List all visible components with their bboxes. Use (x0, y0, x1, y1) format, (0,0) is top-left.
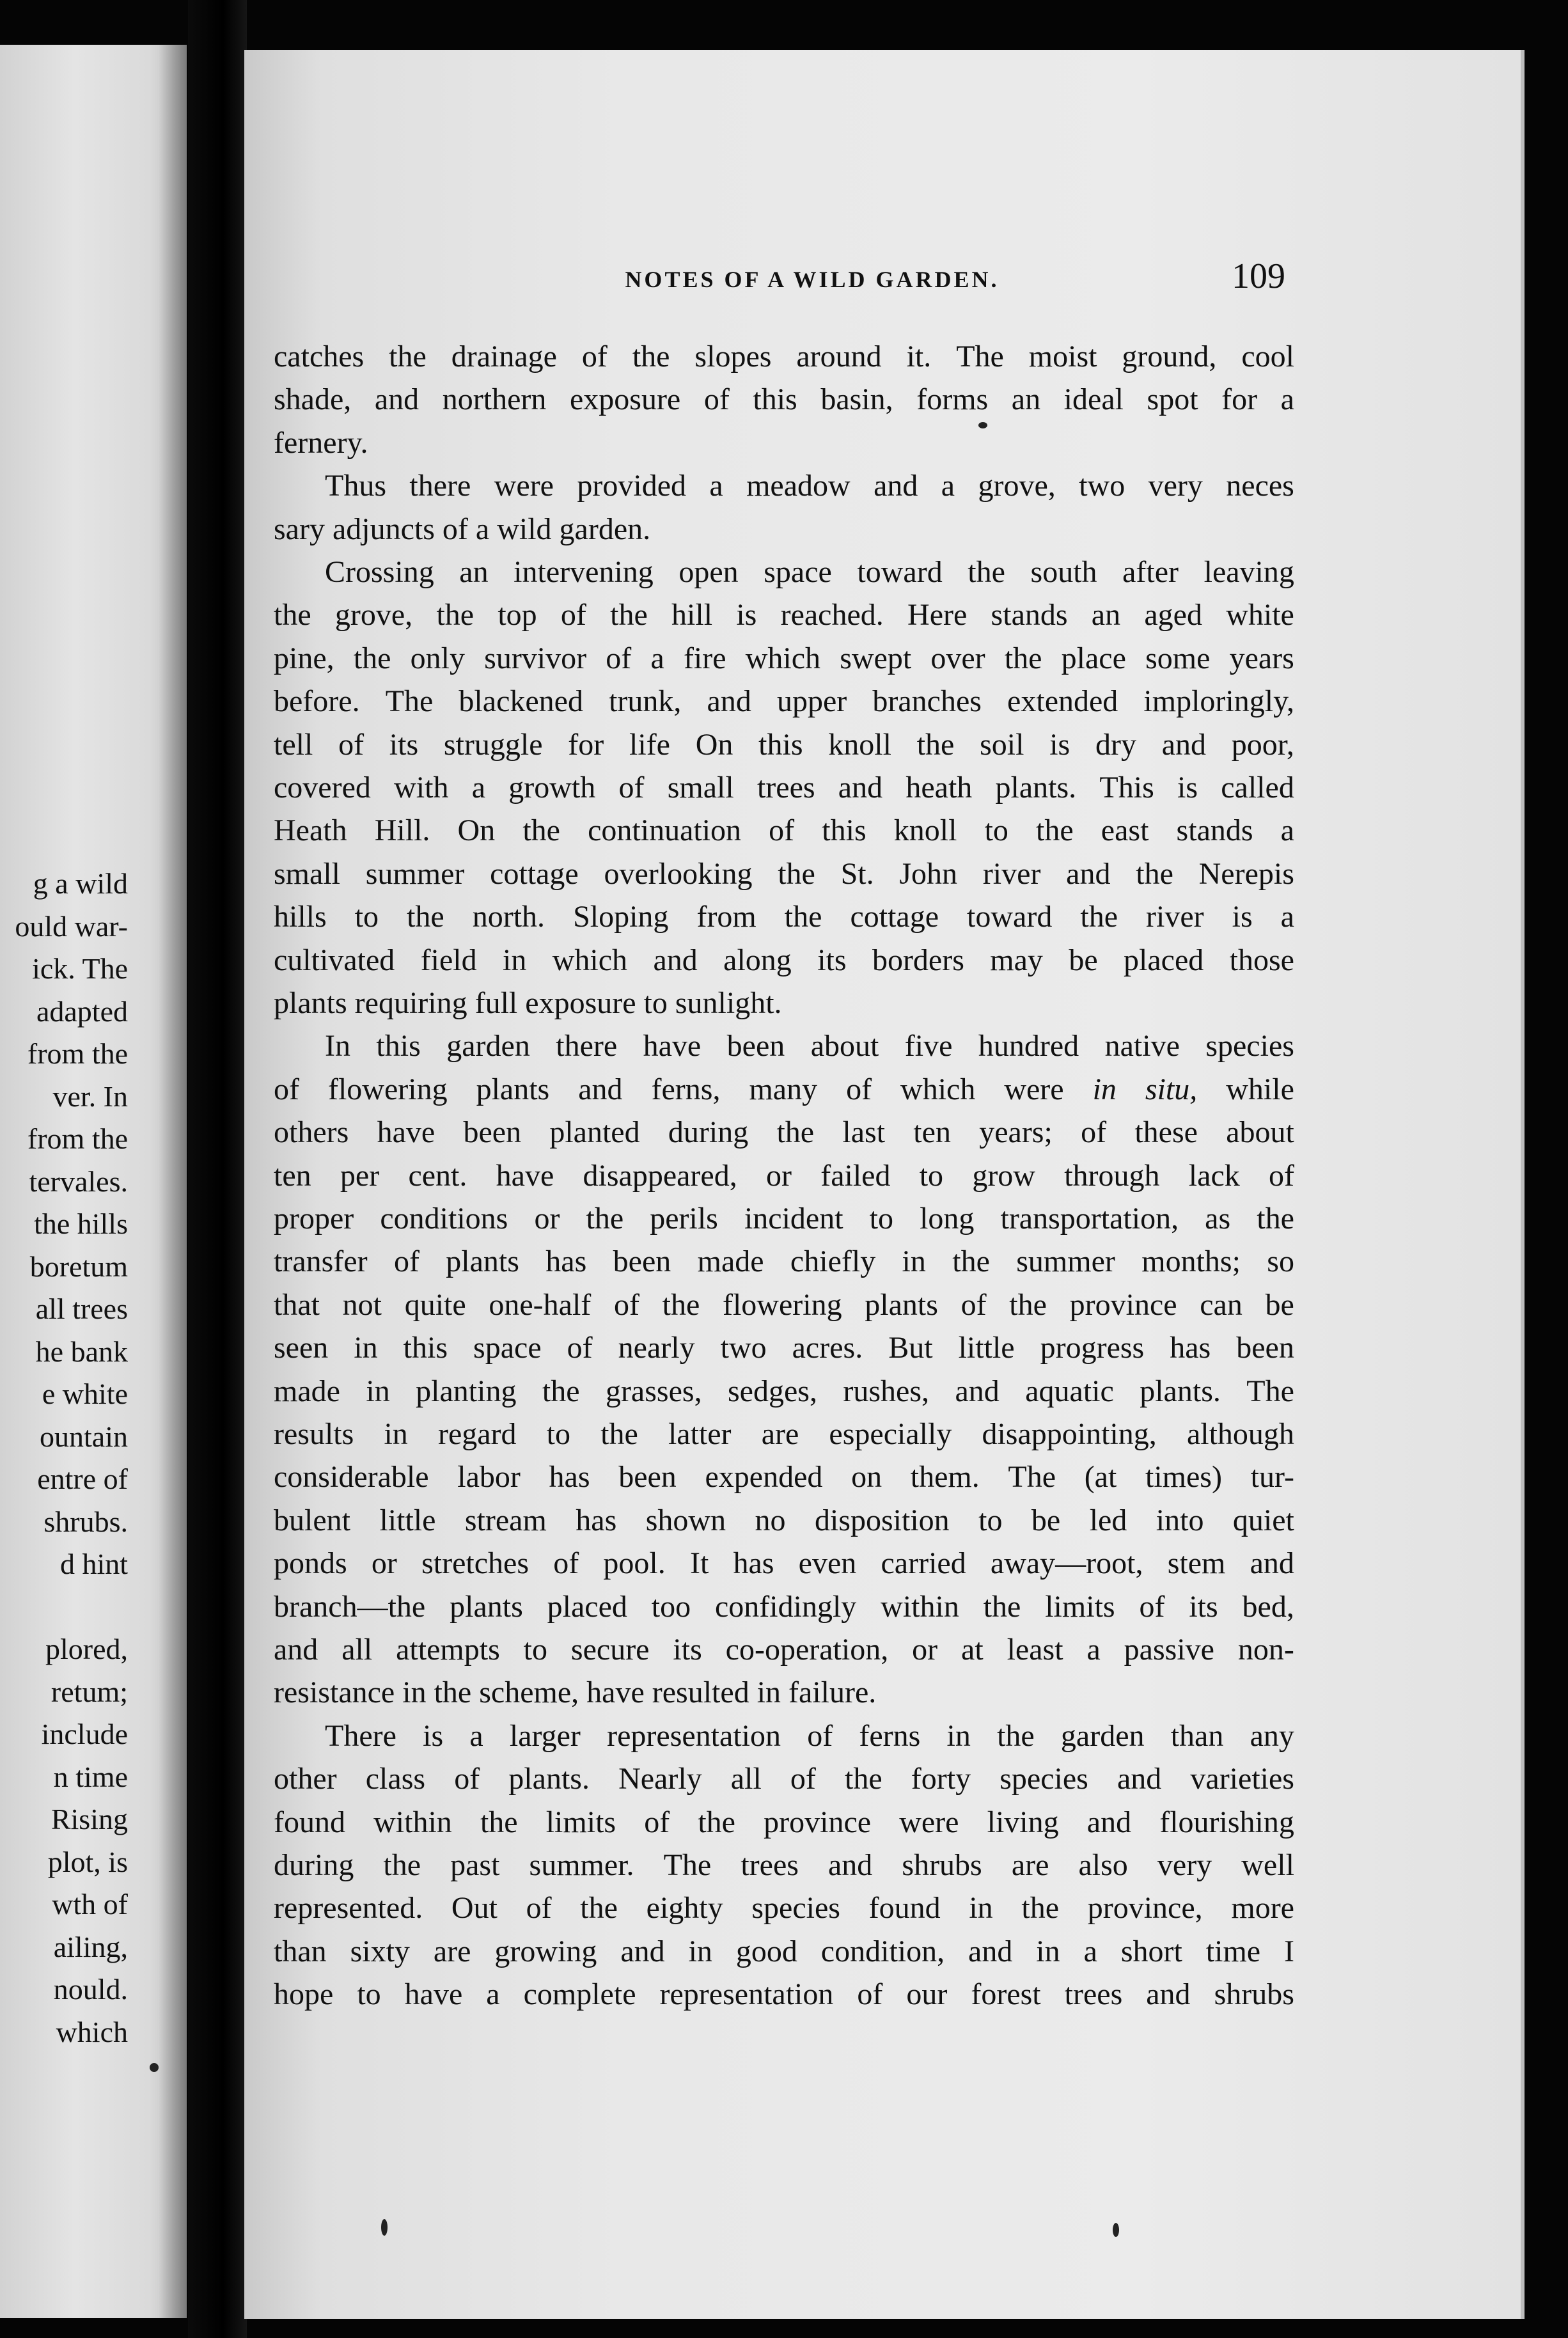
text-line: pine, the only survivor of a fire which swept over the place some years (274, 641, 1294, 675)
text-line: plants requiring full exposure to sunlight. (274, 986, 782, 1020)
text-line: ten per cent. have disappeared, or failed to grow through lack of (274, 1158, 1294, 1193)
left-page-line: from the (27, 1037, 128, 1070)
left-page-line: from the (27, 1122, 128, 1155)
left-page-line: ountain (40, 1420, 128, 1453)
left-page-line: which (56, 2015, 128, 2048)
text-line: transfer of plants has been made chiefly in the summer months; so (274, 1244, 1294, 1279)
left-page-line: ould war- (15, 909, 128, 943)
print-speck (150, 2063, 159, 2072)
left-page-line: n time (53, 1760, 128, 1793)
print-speck (978, 422, 987, 428)
text-line: In this garden there have been about five hundred native species (325, 1029, 1294, 1063)
text-line: others have been planted during the last ten years; of these about (274, 1115, 1294, 1150)
left-page-line: d hint (59, 1548, 128, 1580)
text-line: and all attempts to secure its co-operation, or at least a passive non- (274, 1633, 1294, 1667)
left-page-line: e white (42, 1377, 128, 1410)
book-gutter (188, 0, 247, 2338)
text-line: catches the drainage of the slopes around it. The moist ground, cool (274, 340, 1294, 373)
left-page-line: entre of (37, 1463, 128, 1495)
text-line: the grove, the top of the hill is reached. Here stands an aged white (274, 598, 1294, 632)
text-line: Heath Hill. On the continuation of this knoll to the east stands a (274, 813, 1294, 848)
text-line: proper conditions or the perils incident to long transportation, as the (274, 1202, 1294, 1236)
running-head: NOTES OF A WILD GARDEN. (625, 267, 1000, 292)
text-line: resistance in the scheme, have resulted in failure. (274, 1675, 877, 1710)
text-line: covered with a growth of small trees and heath plants. This is called (274, 771, 1294, 804)
text-line: shade, and northern exposure of this basin, forms an ideal spot for a (274, 382, 1294, 417)
text-line: small summer cottage overlooking the St. John river and the Nerepis (274, 856, 1294, 891)
text-line: hope to have a complete representation of our forest trees and shrubs (274, 1977, 1294, 2012)
left-page-line: plored, (45, 1633, 128, 1665)
text-line: during the past summer. The trees and shrubs are also very well (274, 1848, 1294, 1882)
left-page-line: nould. (53, 1973, 128, 2005)
text-line: seen in this space of nearly two acres. But little progress has been (274, 1331, 1294, 1365)
text-line: hills to the north. Sloping from the cottage toward the river is a (274, 900, 1294, 934)
left-page-line: boretum (29, 1250, 128, 1283)
page-edge (1521, 50, 1525, 2319)
text-line: sary adjuncts of a wild garden. (274, 512, 651, 546)
print-speck (1113, 2223, 1119, 2237)
left-page-line: shrubs. (43, 1505, 128, 1538)
left-page-line: tervales. (29, 1165, 128, 1198)
text-line: other class of plants. Nearly all of the forty species and varieties (274, 1762, 1294, 1796)
text-line: Thus there were provided a meadow and a grove, two very neces (325, 469, 1294, 503)
text-line: results in regard to the latter are especially disappointing, although (274, 1417, 1294, 1451)
text-line: found within the limits of the province were living and flourishing (274, 1805, 1294, 1839)
text-line: made in planting the grasses, sedges, rushes, and aquatic plants. The (274, 1374, 1294, 1408)
text-line: that not quite one-half of the flowering plants of the province can be (274, 1287, 1294, 1322)
left-page-shadow (159, 45, 188, 2318)
text-line: ponds or stretches of pool. It has even carried away—root, stem and (274, 1546, 1294, 1581)
left-page-line: wth of (52, 1888, 128, 1920)
left-page-line: all trees (35, 1292, 128, 1325)
text-line: fernery. (274, 425, 368, 460)
text-line: branch—the plants placed too confidingly within the limits of its bed, (274, 1589, 1294, 1624)
left-page-line: ick. The (32, 952, 128, 985)
left-page-line: the hills (34, 1207, 128, 1240)
left-page-line: ver. In (52, 1079, 128, 1113)
text-line: represented. Out of the eighty species found in the province, more (274, 1891, 1294, 1926)
page-number: 109 (1232, 256, 1285, 296)
text-line: There is a larger representation of ferns in the garden than any (325, 1718, 1294, 1753)
text-line: tell of its struggle for life On this knoll the soil is dry and poor, (274, 727, 1294, 762)
left-page-line: plot, is (47, 1845, 128, 1878)
text-line: cultivated field in which and along its borders may be placed those (274, 943, 1294, 977)
left-page-line: adapted (36, 994, 128, 1028)
text-line: considerable labor has been expended on them. The (at times) tur- (274, 1460, 1294, 1495)
text-line: than sixty are growing and in good condition, and in a short time I (274, 1934, 1294, 1968)
text-line: Crossing an intervening open space toward the south after leaving (325, 555, 1294, 589)
text-line: before. The blackened trunk, and upper branches extended imploringly, (274, 684, 1294, 719)
left-page-line: ailing, (53, 1930, 128, 1963)
print-speck (381, 2219, 388, 2236)
text-line: of flowering plants and ferns, many of which were in situ, while (274, 1072, 1294, 1106)
left-page-line: include (41, 1718, 128, 1750)
left-page-line: retum; (51, 1675, 128, 1708)
left-page-line: Rising (51, 1803, 128, 1835)
text-line: bulent little stream has shown no disposition to be led into quiet (274, 1503, 1294, 1537)
left-page-line: he bank (35, 1335, 128, 1368)
left-page-line: g a wild (33, 867, 128, 900)
